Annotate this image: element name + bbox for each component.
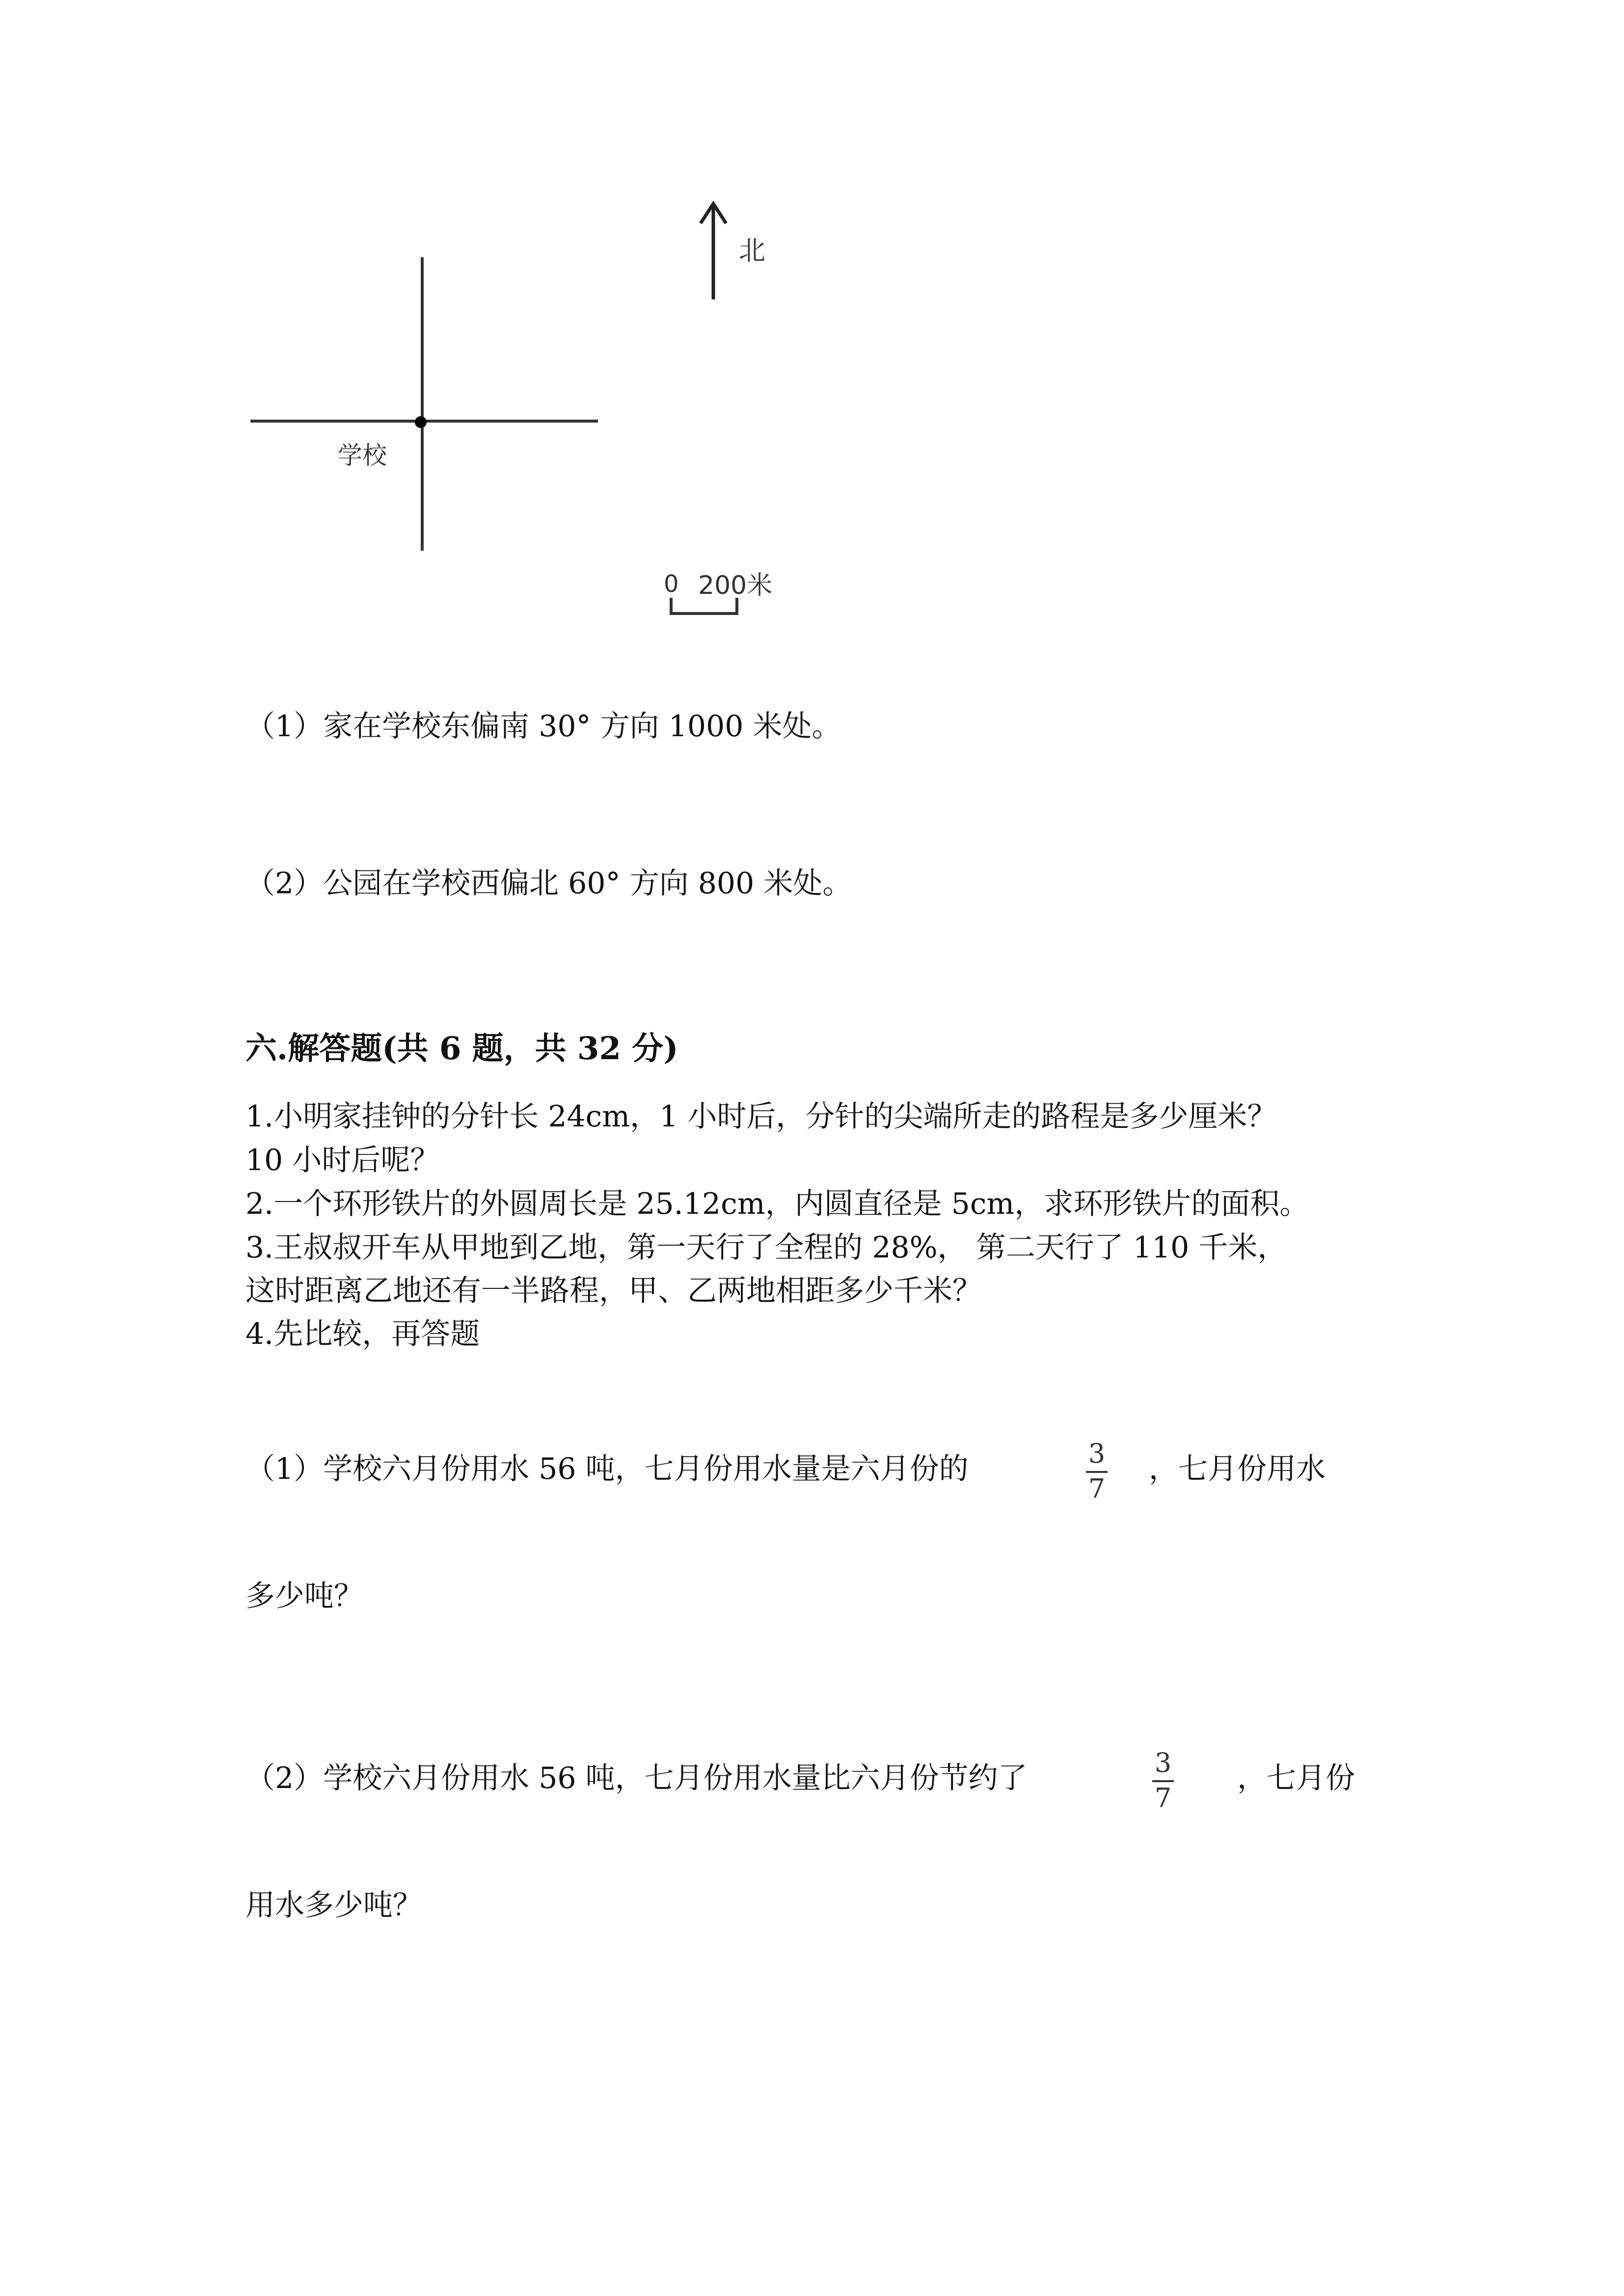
question-park-location: （2）公园在学校西偏北 60° 方向 800 米处。 xyxy=(245,866,852,901)
question-home-location: （1）家在学校东偏南 30° 方向 1000 米处。 xyxy=(245,709,841,744)
fraction-numerator: 3 xyxy=(1088,1438,1106,1469)
fraction-three-sevenths-1 xyxy=(1086,1438,1108,1504)
fraction-bar xyxy=(1086,1471,1108,1473)
fraction-denominator: 7 xyxy=(1088,1473,1106,1504)
school-label: 学校 xyxy=(338,441,387,470)
fraction-bar xyxy=(1152,1780,1174,1782)
direction-diagram xyxy=(0,0,1624,638)
problem-3-line-1: 3.王叔叔开车从甲地到乙地，第一天行了全程的 28%， 第二天行了 110 千米， xyxy=(245,1230,1287,1265)
problem-2: 2.一个环形铁片的外圆周长是 25.12cm，内圆直径是 5cm，求环形铁片的面积。 xyxy=(245,1187,1309,1221)
problem-3-line-2: 这时距离乙地还有一半路程，甲、乙两地相距多少千米？ xyxy=(245,1274,982,1308)
fraction-three-sevenths-2 xyxy=(1152,1747,1174,1814)
section-heading: 六.解答题(共 6 题，共 32 分) xyxy=(245,1030,678,1067)
north-label: 北 xyxy=(739,235,765,266)
problem-1-line-1: 1.小明家挂钟的分针长 24cm，1 小时后，分针的尖端所走的路程是多少厘米？ xyxy=(245,1099,1277,1134)
north-arrow xyxy=(701,204,726,299)
subquestion-1-text: （1）学校六月份用水 56 吨，七月份用水量是六月份的 xyxy=(245,1452,969,1486)
fraction-numerator: 3 xyxy=(1154,1747,1172,1778)
scale-value-label: 200米 xyxy=(698,571,773,600)
subquestion-1-text-continued: ，七月份用水 xyxy=(1149,1452,1326,1486)
fraction-denominator: 7 xyxy=(1154,1783,1172,1814)
problem-4: 4.先比较，再答题 xyxy=(245,1317,480,1351)
scale-zero-label: 0 xyxy=(664,570,679,598)
subquestion-2-text-continued: ，七月份 xyxy=(1237,1761,1355,1795)
school-point xyxy=(415,416,427,428)
problem-1-line-2: 10 小时后呢？ xyxy=(245,1143,440,1177)
subquestion-1-line-2: 多少吨？ xyxy=(245,1579,363,1613)
subquestion-2-line-2: 用水多少吨？ xyxy=(245,1888,422,1922)
subquestion-2-text: （2）学校六月份用水 56 吨，七月份用水量比六月份节约了 xyxy=(245,1761,1028,1795)
